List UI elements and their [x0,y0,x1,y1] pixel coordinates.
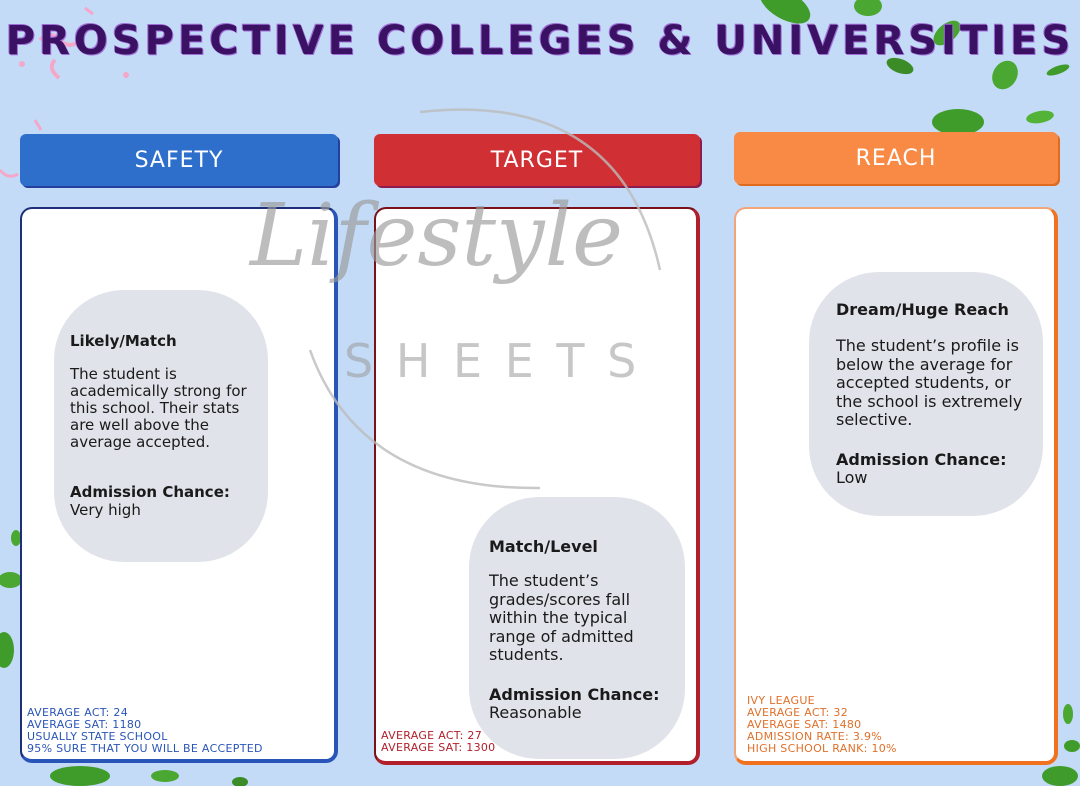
safety-bubble [54,290,268,562]
reach-note: ADMISSION RATE: 3.9% [747,730,883,743]
reach-bubble [809,272,1043,516]
safety-note: AVERAGE ACT: 24 [27,706,129,719]
watermark-line1: Lifestyle [250,186,624,286]
reach-note: AVERAGE SAT: 1480 [747,718,862,731]
target-header-label: TARGET [490,147,584,173]
target-bubble-heading: Match/Level [489,537,598,556]
watermark-line2: S H E E T S [344,334,641,388]
reach-header [734,132,1058,184]
safety-bubble-heading: Likely/Match [70,332,177,350]
reach-note: AVERAGE ACT: 32 [747,706,849,719]
reach-bubble-text: The student’s profile is below the average for accepted students, or the school is extremely selective. [836,336,1023,429]
target-header [374,134,700,186]
target-note: AVERAGE ACT: 27 [381,729,483,742]
target-chance-label: Admission Chance: [489,684,660,704]
target-notes [381,730,495,754]
safety-note: AVERAGE SAT: 1180 [27,718,142,731]
safety-bubble-text: The student is academically strong for this school. Their stats are well above the average accepted. [70,365,247,451]
target-note: AVERAGE SAT: 1300 [381,741,496,754]
safety-note: USUALLY STATE SCHOOL [27,730,168,743]
page-title: PROSPECTIVE COLLEGES & UNIVERSITIES [5,18,1075,64]
reach-note: HIGH SCHOOL RANK: 10% [747,742,897,755]
leaf-decoration-right [1056,700,1080,760]
safety-chance-value: Very high [70,501,141,519]
reach-notes [747,695,897,755]
safety-header [20,134,338,186]
reach-bubble-heading: Dream/Huge Reach [836,300,1009,319]
safety-notes [27,707,263,755]
reach-header-label: REACH [855,145,937,171]
safety-chance-label: Admission Chance: [70,483,230,501]
safety-note: 95% SURE THAT YOU WILL BE ACCEPTED [27,742,263,755]
target-bubble-text: The student’s grades/scores fall within the typical range of admitted students. [489,571,634,664]
safety-header-label: SAFETY [134,147,224,173]
target-bubble [469,497,685,759]
reach-chance-value: Low [836,467,868,487]
reach-note: IVY LEAGUE [747,694,815,707]
target-chance-value: Reasonable [489,702,582,722]
reach-chance-label: Admission Chance: [836,449,1007,469]
